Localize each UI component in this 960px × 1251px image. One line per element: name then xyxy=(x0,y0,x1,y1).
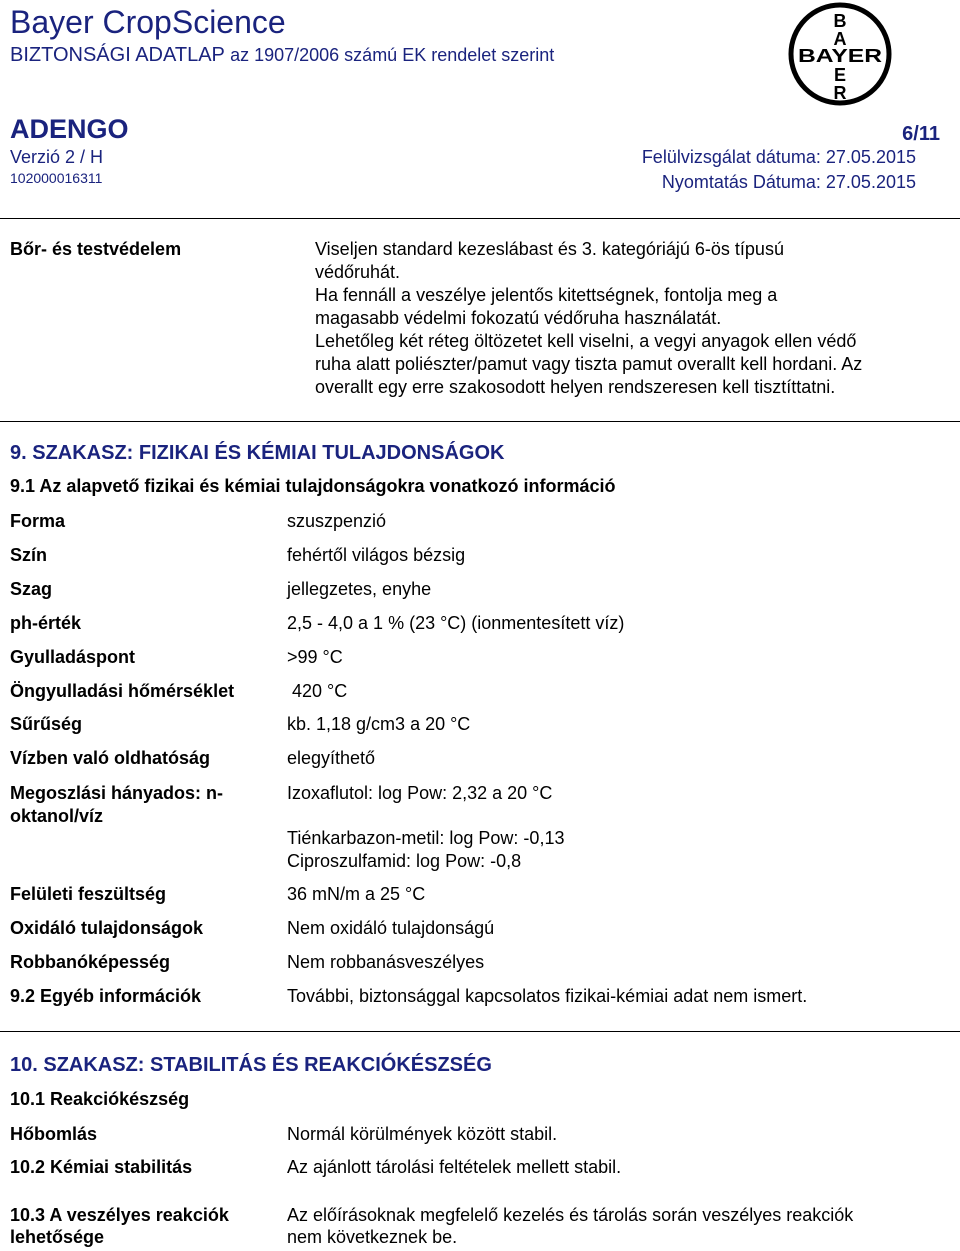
page-number: 6/11 xyxy=(902,123,940,145)
property-label: ph-érték xyxy=(10,613,82,633)
header-divider xyxy=(0,218,960,219)
revision-date: Felülvizsgálat dátuma: 27.05.2015 xyxy=(641,147,916,167)
version-label: Verzió 2 / H xyxy=(10,147,104,167)
property-label: Oxidáló tulajdonságok xyxy=(10,918,204,938)
skin-line: Viseljen standard kezeslábast és 3. kategóriájú 6-ös típusú xyxy=(315,239,784,259)
property-label: Szín xyxy=(10,545,48,565)
property-value: 420 °C xyxy=(292,681,348,701)
hazard-label: 10.3 A veszélyes reakciók xyxy=(10,1205,229,1225)
product-name: ADENGO xyxy=(10,114,129,144)
property-value: Nem robbanásveszélyes xyxy=(287,952,485,972)
property-label: Gyulladáspont xyxy=(10,647,136,667)
property-value: kb. 1,18 g/cm3 a 20 °C xyxy=(287,714,471,734)
property-value: Nem oxidáló tulajdonságú xyxy=(287,918,495,938)
subtitle-regulation: az 1907/2006 számú EK rendelet szerint xyxy=(230,45,555,65)
svg-text:B: B xyxy=(833,11,847,31)
skin-line: Ha fennáll a veszélye jelentős kitettségnek, fontolja meg a xyxy=(315,285,778,305)
bayer-logo xyxy=(788,2,892,106)
skin-protection-label: Bőr- és testvédelem xyxy=(10,239,182,259)
property-value: elegyíthető xyxy=(287,748,376,768)
property-value: jellegzetes, enyhe xyxy=(287,579,432,599)
skin-line: overallt egy erre szakosodott helyen rendszeresen kell tisztíttatni. xyxy=(315,377,836,397)
document-subtitle xyxy=(10,44,554,67)
hazard-value: Az előírásoknak megfelelő kezelés és tárolás során veszélyes reakciók xyxy=(287,1205,854,1225)
stability-label: 10.2 Kémiai stabilitás xyxy=(10,1157,193,1177)
property-label: Sűrűség xyxy=(10,714,83,734)
property-label: Forma xyxy=(10,511,66,531)
section-9-2-value: További, biztonsággal kapcsolatos fizikai-kémiai adat nem ismert. xyxy=(287,986,808,1006)
skin-line: védőruhát. xyxy=(315,262,401,282)
svg-text:R: R xyxy=(833,83,847,103)
property-value: szuszpenzió xyxy=(287,511,387,531)
partition-value: Izoxaflutol: log Pow: 2,32 a 20 °C xyxy=(287,783,553,803)
print-date: Nyomtatás Dátuma: 27.05.2015 xyxy=(661,172,916,192)
stability-label: Hőbomlás xyxy=(10,1124,98,1144)
subtitle-main: BIZTONSÁGI ADATLAP xyxy=(10,44,225,66)
property-label: Vízben való oldhatóság xyxy=(10,748,211,768)
property-label: Öngyulladási hőmérséklet xyxy=(10,681,235,701)
property-value: fehértől világos bézsig xyxy=(287,545,466,565)
svg-text:A: A xyxy=(833,29,847,49)
company-name: Bayer CropScience xyxy=(10,4,286,40)
stability-value: Normál körülmények között stabil. xyxy=(287,1124,558,1144)
property-value: >99 °C xyxy=(287,647,343,667)
svg-text:E: E xyxy=(833,65,847,85)
section-9-1-title: 9.1 Az alapvető fizikai és kémiai tulajdonságokra vonatkozó információ xyxy=(10,476,616,496)
section-divider xyxy=(0,1031,960,1032)
logo-wordmark: BAYER xyxy=(798,46,882,66)
section-divider xyxy=(0,421,960,422)
hazard-value: nem következnek be. xyxy=(287,1227,458,1247)
partition-label-cont: oktanol/víz xyxy=(10,806,104,826)
partition-label: Megoszlási hányados: n- xyxy=(10,783,224,803)
section-10-1-title: 10.1 Reakciókészség xyxy=(10,1089,190,1109)
skin-protection-text xyxy=(315,238,915,399)
section-9-title: 9. SZAKASZ: FIZIKAI ÉS KÉMIAI TULAJDONSÁGOK xyxy=(10,442,505,464)
property-label: Felületi feszültség xyxy=(10,884,167,904)
skin-line: Lehetőleg két réteg öltözetet kell viselni, a vegyi anyagok ellen védő xyxy=(315,331,857,351)
property-value: 36 mN/m a 25 °C xyxy=(287,884,426,904)
partition-value: Tiénkarbazon-metil: log Pow: -0,13 xyxy=(287,828,565,848)
partition-value: Ciproszulfamid: log Pow: -0,8 xyxy=(287,851,522,871)
property-label: Robbanóképesség xyxy=(10,952,171,972)
property-label: Szag xyxy=(10,579,53,599)
section-10-title: 10. SZAKASZ: STABILITÁS ÉS REAKCIÓKÉSZSÉG xyxy=(10,1054,492,1076)
section-9-2-label: 9.2 Egyéb információk xyxy=(10,986,202,1006)
stability-value: Az ajánlott tárolási feltételek mellett stabil. xyxy=(287,1157,622,1177)
document-number: 102000016311 xyxy=(10,170,103,186)
hazard-label-cont: lehetősége xyxy=(10,1227,105,1247)
property-value: 2,5 - 4,0 a 1 % (23 °C) (ionmentesített víz) xyxy=(287,613,625,633)
skin-line: ruha alatt poliészter/pamut vagy tiszta pamut overallt kell hordani. Az xyxy=(315,354,863,374)
skin-line: magasabb védelmi fokozatú védőruha használatát. xyxy=(315,308,722,328)
